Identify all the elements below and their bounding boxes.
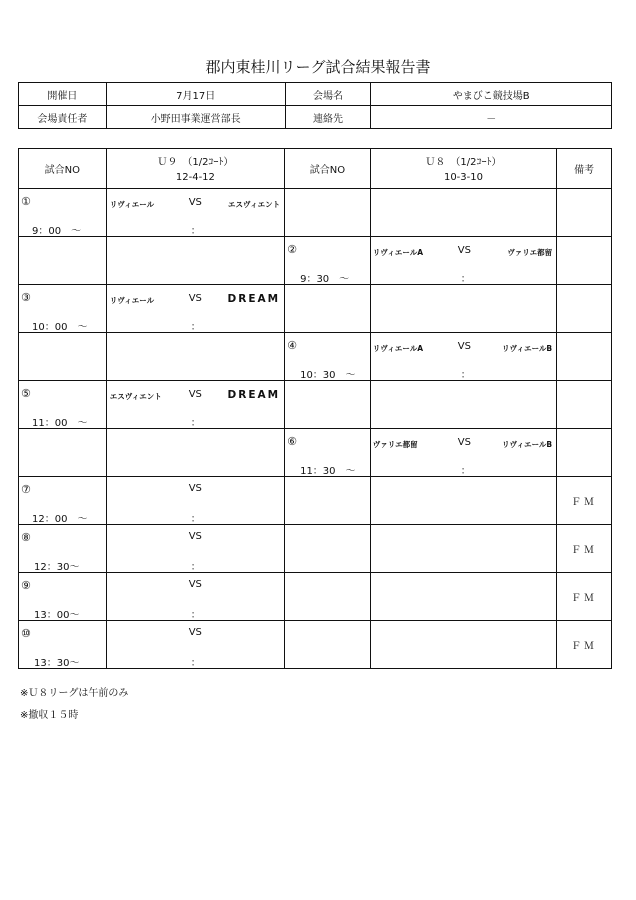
match-time: 12：00 ～ [32, 514, 88, 525]
match-no-cell [285, 237, 371, 285]
u9-title: Ｕ９ （1/2ｺｰﾄ） [157, 156, 234, 168]
remark-cell: ＦＭ [557, 621, 612, 669]
empty-cell [106, 333, 284, 381]
match-no-cell [19, 381, 107, 429]
table-row [19, 237, 612, 285]
empty-cell [285, 621, 371, 669]
score-colon: ： [190, 322, 201, 333]
team-b: リヴィエールB [502, 344, 553, 353]
match-cell [106, 525, 284, 573]
vs-label: VS [188, 293, 202, 304]
score-colon: ： [190, 562, 201, 573]
score-colon: ： [190, 610, 201, 621]
remark-cell [557, 285, 612, 333]
col-match-no: 試合NO [19, 149, 107, 189]
empty-cell [106, 237, 284, 285]
team-b: ヴァリエ都留 [507, 248, 553, 257]
empty-cell [370, 189, 556, 237]
team-a: ヴァリエ都留 [372, 440, 418, 449]
match-no-cell [19, 189, 107, 237]
manager-label: 会場責任者 [19, 106, 107, 129]
match-number: ① [21, 195, 31, 208]
held-date-value: 7月17日 [106, 83, 285, 106]
table-row [19, 285, 612, 333]
remark-cell [557, 381, 612, 429]
empty-cell [19, 237, 107, 285]
vs-label: VS [188, 197, 202, 208]
match-cell [106, 189, 284, 237]
empty-cell [370, 285, 556, 333]
empty-cell [285, 525, 371, 573]
match-no-cell [19, 621, 107, 669]
match-cell [370, 333, 556, 381]
empty-cell [19, 333, 107, 381]
empty-cell [285, 189, 371, 237]
table-row [19, 477, 612, 525]
match-time: 13：00～ [34, 610, 80, 621]
empty-cell [370, 621, 556, 669]
u8-format: 10-3-10 [443, 171, 483, 183]
col-remarks: 備考 [557, 149, 612, 189]
match-number: ⑤ [21, 387, 31, 400]
match-cell [370, 429, 556, 477]
remark-cell [557, 237, 612, 285]
match-time: 13：30～ [34, 658, 80, 669]
header-table [18, 82, 612, 129]
team-b: DREAM [227, 293, 281, 305]
match-cell [106, 621, 284, 669]
remark-cell: ＦＭ [557, 573, 612, 621]
empty-cell [285, 285, 371, 333]
match-number: ⑧ [21, 531, 31, 544]
match-cell [106, 477, 284, 525]
match-time: 9：30 ～ [300, 274, 350, 285]
remark-cell: ＦＭ [557, 525, 612, 573]
match-no-cell [19, 477, 107, 525]
vs-label: VS [188, 627, 202, 638]
team-a: リヴィエール [109, 200, 155, 209]
footnote-withdrawal: ※撤収１５時 [20, 710, 79, 721]
match-number: ⑨ [21, 579, 31, 592]
match-number: ⑩ [21, 627, 31, 640]
table-row [19, 573, 612, 621]
empty-cell [370, 573, 556, 621]
match-time: 11：00 ～ [32, 418, 88, 429]
empty-cell [370, 525, 556, 573]
match-cell [106, 381, 284, 429]
match-time: 12：30～ [34, 562, 80, 573]
team-b: エスヴィエント [228, 200, 281, 209]
vs-label: VS [457, 437, 471, 448]
team-a: リヴィエールA [372, 248, 424, 257]
team-a: リヴィエールA [372, 344, 424, 353]
empty-cell [370, 477, 556, 525]
held-date-label: 開催日 [19, 83, 107, 106]
contact-value: － [371, 106, 612, 129]
team-a: エスヴィエント [109, 392, 162, 401]
col-match-no-2: 試合NO [285, 149, 371, 189]
match-time: 10：00 ～ [32, 322, 88, 333]
venue-label: 会場名 [285, 83, 371, 106]
score-colon: ： [190, 514, 201, 525]
footnote-u8: ※Ｕ８リーグは午前のみ [20, 688, 129, 699]
team-b: DREAM [227, 389, 281, 401]
table-row [19, 381, 612, 429]
empty-cell [285, 381, 371, 429]
table-row [19, 429, 612, 477]
match-no-cell [19, 285, 107, 333]
col-u8 [370, 149, 556, 189]
table-row [19, 525, 612, 573]
vs-label: VS [188, 389, 202, 400]
vs-label: VS [188, 483, 202, 494]
score-colon: ： [190, 418, 201, 429]
score-colon: ： [460, 274, 471, 285]
match-time: 11：30 ～ [300, 466, 356, 477]
remark-cell: ＦＭ [557, 477, 612, 525]
vs-label: VS [188, 579, 202, 590]
table-row [19, 621, 612, 669]
venue-value: やまびこ競技場B [371, 83, 612, 106]
empty-cell [106, 429, 284, 477]
table-row [19, 189, 612, 237]
remark-cell [557, 429, 612, 477]
table-row [19, 333, 612, 381]
match-cell [106, 573, 284, 621]
match-no-cell [19, 573, 107, 621]
remark-cell [557, 189, 612, 237]
match-time: 10：30 ～ [300, 370, 356, 381]
empty-cell [370, 381, 556, 429]
manager-value: 小野田事業運営部長 [106, 106, 285, 129]
empty-cell [285, 477, 371, 525]
match-no-cell [285, 333, 371, 381]
score-colon: ： [190, 658, 201, 669]
schedule-table [18, 148, 612, 669]
score-colon: ： [460, 466, 471, 477]
match-cell [106, 285, 284, 333]
vs-label: VS [188, 531, 202, 542]
vs-label: VS [457, 341, 471, 352]
contact-label: 連絡先 [285, 106, 371, 129]
match-number: ⑦ [21, 483, 31, 496]
match-time: 9：00 ～ [32, 226, 82, 237]
match-number: ④ [287, 339, 297, 352]
score-colon: ： [460, 370, 471, 381]
u9-format: 12-4-12 [175, 171, 215, 183]
vs-label: VS [457, 245, 471, 256]
u8-title: Ｕ８ （1/2ｺｰﾄ） [425, 156, 502, 168]
match-number: ② [287, 243, 297, 256]
col-u9 [106, 149, 284, 189]
remark-cell [557, 333, 612, 381]
match-number: ⑥ [287, 435, 297, 448]
match-cell [370, 237, 556, 285]
empty-cell [285, 573, 371, 621]
document-title: 郡内東桂川リーグ試合結果報告書 [205, 58, 431, 76]
match-no-cell [19, 525, 107, 573]
match-number: ③ [21, 291, 31, 304]
team-a: リヴィエール [109, 296, 155, 305]
empty-cell [19, 429, 107, 477]
team-b: リヴィエールB [502, 440, 553, 449]
score-colon: ： [190, 226, 201, 237]
match-no-cell [285, 429, 371, 477]
